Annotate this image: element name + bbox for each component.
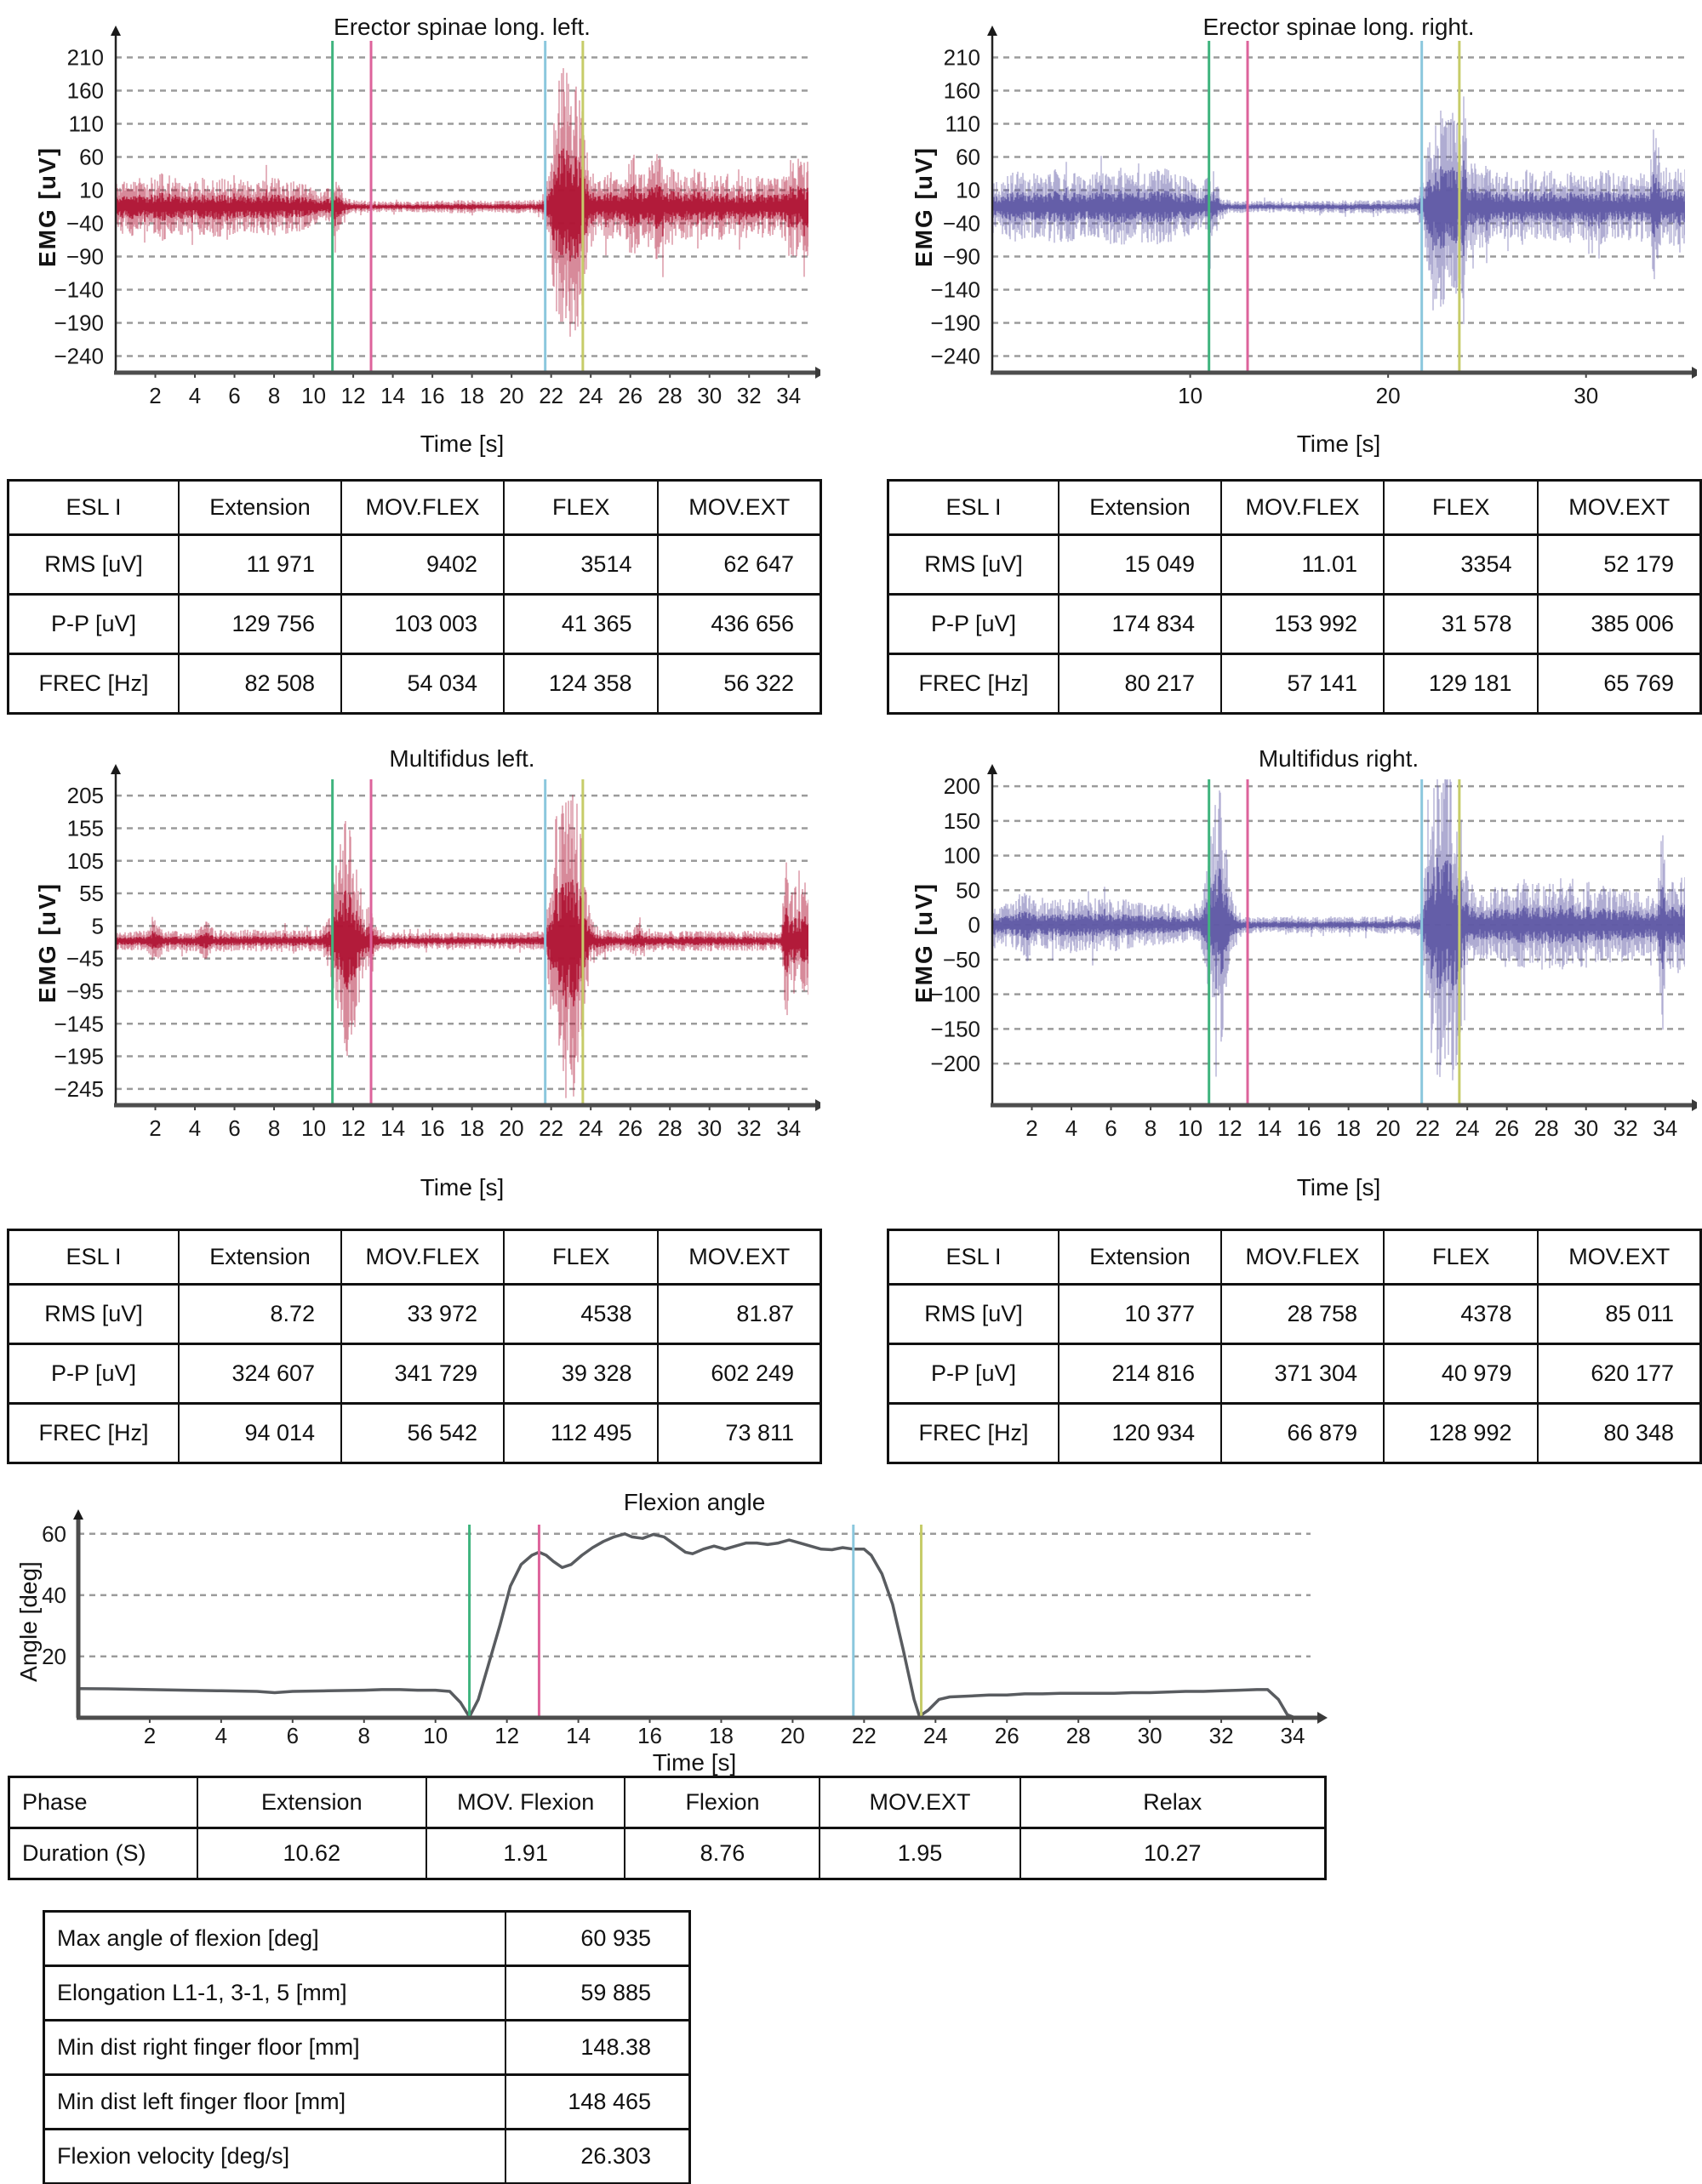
- svg-text:2: 2: [149, 1115, 162, 1141]
- row-label: FREC [Hz]: [888, 1404, 1059, 1463]
- cell: 103 003: [341, 595, 504, 654]
- cell: 129 756: [179, 595, 341, 654]
- svg-text:4: 4: [214, 1723, 228, 1748]
- svg-text:24: 24: [578, 1115, 603, 1141]
- header-cell: MOV.FLEX: [341, 1230, 504, 1285]
- table-row: [9, 1344, 821, 1404]
- cell: 8.72: [179, 1285, 341, 1344]
- svg-text:26: 26: [1494, 1115, 1520, 1141]
- svg-text:10: 10: [956, 177, 980, 203]
- table-row: [9, 595, 821, 654]
- svg-text:−240: −240: [54, 343, 104, 369]
- svg-text:10: 10: [1178, 383, 1203, 408]
- svg-text:32: 32: [1613, 1115, 1638, 1141]
- svg-text:110: 110: [68, 111, 104, 137]
- cell: 148.38: [505, 2021, 689, 2075]
- svg-text:32: 32: [736, 1115, 762, 1141]
- header-cell: MOV.FLEX: [1221, 1230, 1384, 1285]
- cell: 56 322: [658, 654, 820, 714]
- row-label: RMS [uV]: [888, 535, 1059, 595]
- svg-text:60: 60: [42, 1520, 66, 1547]
- svg-text:−190: −190: [930, 310, 980, 336]
- table-row: [44, 2021, 690, 2075]
- header-cell: FLEX: [1384, 481, 1538, 535]
- row-label: Elongation L1-1, 3-1, 5 [mm]: [44, 1966, 506, 2021]
- x-axis-label: Time [s]: [1296, 431, 1381, 457]
- svg-text:−40: −40: [942, 210, 980, 237]
- svg-text:20: 20: [780, 1723, 805, 1748]
- cell: 39 328: [504, 1344, 658, 1404]
- table-row: [9, 1404, 821, 1463]
- y-axis-label: EMG [uV]: [34, 882, 60, 1003]
- svg-text:2: 2: [1025, 1115, 1038, 1141]
- svg-text:30: 30: [1573, 1115, 1599, 1141]
- svg-text:200: 200: [943, 773, 980, 800]
- row-label: P-P [uV]: [9, 595, 180, 654]
- cell: 324 607: [179, 1344, 341, 1404]
- row-label: FREC [Hz]: [9, 1404, 180, 1463]
- chart-title: Multifidus left.: [389, 745, 535, 772]
- svg-text:24: 24: [578, 383, 603, 408]
- svg-text:16: 16: [637, 1723, 662, 1748]
- cell: 73 811: [658, 1404, 820, 1463]
- cell: 56 542: [341, 1404, 504, 1463]
- svg-text:−140: −140: [54, 277, 104, 303]
- svg-text:20: 20: [499, 383, 524, 408]
- svg-text:−90: −90: [66, 243, 104, 270]
- chart-panel-erector-spinae-left: [20, 5, 820, 471]
- table-phase-duration: [8, 1776, 1327, 1880]
- chart-panel-multifidus-left: [20, 732, 820, 1220]
- svg-text:22: 22: [539, 1115, 564, 1141]
- svg-text:24: 24: [922, 1723, 948, 1748]
- svg-text:60: 60: [79, 144, 104, 170]
- svg-text:150: 150: [943, 807, 980, 834]
- cell: 1.91: [426, 1828, 625, 1879]
- table-header-row: [9, 1777, 1326, 1828]
- row-label: RMS [uV]: [888, 1285, 1059, 1344]
- cell: 124 358: [504, 654, 658, 714]
- header-cell: MOV.EXT: [658, 481, 820, 535]
- table-row: [888, 595, 1701, 654]
- cell: 31 578: [1384, 595, 1538, 654]
- cell: 94 014: [179, 1404, 341, 1463]
- cell: 54 034: [341, 654, 504, 714]
- table-esl-left: [7, 479, 822, 715]
- cell: 15 049: [1059, 535, 1221, 595]
- svg-text:16: 16: [420, 1115, 445, 1141]
- svg-text:6: 6: [286, 1723, 300, 1748]
- cell: 10.27: [1020, 1828, 1326, 1879]
- svg-text:20: 20: [1375, 383, 1401, 408]
- cell: 80 348: [1538, 1404, 1700, 1463]
- cell: 620 177: [1538, 1344, 1700, 1404]
- chart-panel-erector-spinae-right: [897, 5, 1697, 471]
- svg-text:28: 28: [1534, 1115, 1559, 1141]
- cell: 82 508: [179, 654, 341, 714]
- header-cell: MOV.FLEX: [341, 481, 504, 535]
- chart-title: Flexion angle: [623, 1489, 766, 1515]
- header-cell: Extension: [179, 481, 341, 535]
- emg-plot-erector-spinae-right: [897, 5, 1697, 471]
- cell: 80 217: [1059, 654, 1221, 714]
- table-row: [9, 1285, 821, 1344]
- svg-text:8: 8: [267, 1115, 281, 1141]
- svg-text:55: 55: [79, 881, 104, 907]
- table-row: [888, 1285, 1701, 1344]
- svg-text:−145: −145: [54, 1011, 104, 1037]
- svg-text:8: 8: [357, 1723, 371, 1748]
- header-cell: FLEX: [504, 481, 658, 535]
- table-row: [44, 2075, 690, 2130]
- emg-plot-multifidus-right: [897, 732, 1697, 1220]
- svg-text:−50: −50: [942, 946, 980, 972]
- cell: 85 011: [1538, 1285, 1700, 1344]
- svg-text:32: 32: [736, 383, 762, 408]
- svg-text:20: 20: [1375, 1115, 1401, 1141]
- cell: 9402: [341, 535, 504, 595]
- svg-text:4: 4: [188, 383, 202, 408]
- svg-text:24: 24: [1454, 1115, 1480, 1141]
- cell: 148 465: [505, 2075, 689, 2130]
- svg-text:12: 12: [494, 1723, 520, 1748]
- header-cell: Extension: [1059, 1230, 1221, 1285]
- cell: 128 992: [1384, 1404, 1538, 1463]
- svg-text:−200: −200: [930, 1051, 980, 1077]
- svg-text:100: 100: [943, 842, 980, 869]
- table-row: [888, 535, 1701, 595]
- svg-text:10: 10: [301, 383, 327, 408]
- cell: 174 834: [1059, 595, 1221, 654]
- chart-panel-flexion-angle: [10, 1489, 1328, 1778]
- svg-text:60: 60: [956, 144, 980, 170]
- cell: 385 006: [1538, 595, 1700, 654]
- y-axis-label: EMG [uV]: [34, 146, 60, 267]
- table-row: [9, 654, 821, 714]
- row-label: Max angle of flexion [deg]: [44, 1912, 506, 1966]
- svg-text:160: 160: [943, 77, 980, 104]
- cell: 1.95: [820, 1828, 1019, 1879]
- svg-text:8: 8: [267, 383, 281, 408]
- cell: 3514: [504, 535, 658, 595]
- row-label: RMS [uV]: [9, 1285, 180, 1344]
- cell: 62 647: [658, 535, 820, 595]
- header-cell: MOV.EXT: [820, 1777, 1019, 1828]
- header-cell: Extension: [1059, 481, 1221, 535]
- x-axis-label: Time [s]: [1296, 1174, 1381, 1200]
- cell: 33 972: [341, 1285, 504, 1344]
- svg-text:10: 10: [1178, 1115, 1203, 1141]
- svg-text:−95: −95: [66, 978, 104, 1004]
- chart-title: Multifidus right.: [1258, 745, 1419, 772]
- header-cell: Extension: [179, 1230, 341, 1285]
- table-header-row: [9, 481, 821, 535]
- cell: 214 816: [1059, 1344, 1221, 1404]
- table-row: [888, 1344, 1701, 1404]
- svg-text:8: 8: [1144, 1115, 1157, 1141]
- svg-text:16: 16: [420, 383, 445, 408]
- header-cell: Phase: [9, 1777, 197, 1828]
- cell: 57 141: [1221, 654, 1384, 714]
- table-row: [9, 535, 821, 595]
- cell: 4378: [1384, 1285, 1538, 1344]
- row-label: P-P [uV]: [9, 1344, 180, 1404]
- cell: 59 885: [505, 1966, 689, 2021]
- svg-text:30: 30: [697, 1115, 722, 1141]
- cell: 4538: [504, 1285, 658, 1344]
- svg-text:−100: −100: [930, 981, 980, 1007]
- row-label: FREC [Hz]: [9, 654, 180, 714]
- svg-text:20: 20: [499, 1115, 524, 1141]
- cell: 436 656: [658, 595, 820, 654]
- table-row: [9, 1828, 1326, 1879]
- emg-plot-erector-spinae-left: [20, 5, 820, 471]
- svg-text:28: 28: [1065, 1723, 1091, 1748]
- y-axis-label: Angle [deg]: [15, 1561, 42, 1682]
- chart-title: Erector spinae long. left.: [334, 14, 591, 40]
- table-multifidus-left: [7, 1229, 822, 1464]
- cell: 28 758: [1221, 1285, 1384, 1344]
- svg-text:−150: −150: [930, 1016, 980, 1042]
- chart-panel-multifidus-right: [897, 732, 1697, 1220]
- cell: 11.01: [1221, 535, 1384, 595]
- svg-text:−40: −40: [66, 210, 104, 237]
- svg-text:30: 30: [697, 383, 722, 408]
- row-label: Duration (S): [9, 1828, 197, 1879]
- svg-text:12: 12: [1217, 1115, 1242, 1141]
- table-row: [44, 2130, 690, 2184]
- svg-text:6: 6: [1105, 1115, 1117, 1141]
- cell: 341 729: [341, 1344, 504, 1404]
- cell: 371 304: [1221, 1344, 1384, 1404]
- header-cell: Flexion: [625, 1777, 820, 1828]
- table-row: [44, 1966, 690, 2021]
- svg-text:18: 18: [709, 1723, 734, 1748]
- svg-text:105: 105: [66, 847, 104, 874]
- table-esl-right: [887, 479, 1702, 715]
- cell: 153 992: [1221, 595, 1384, 654]
- header-cell: MOV.FLEX: [1221, 481, 1384, 535]
- svg-text:18: 18: [1336, 1115, 1362, 1141]
- svg-text:26: 26: [994, 1723, 1019, 1748]
- cell: 129 181: [1384, 654, 1538, 714]
- svg-text:14: 14: [566, 1723, 591, 1748]
- header-cell: MOV.EXT: [658, 1230, 820, 1285]
- svg-text:6: 6: [228, 383, 241, 408]
- y-axis-label: EMG [uV]: [911, 882, 937, 1003]
- x-axis-label: Time [s]: [420, 1174, 505, 1200]
- emg-plot-multifidus-left: [20, 732, 820, 1220]
- header-cell: ESL I: [888, 481, 1059, 535]
- header-cell: MOV.EXT: [1538, 1230, 1700, 1285]
- svg-text:6: 6: [228, 1115, 241, 1141]
- svg-text:30: 30: [1573, 383, 1599, 408]
- row-label: Min dist left finger floor [mm]: [44, 2075, 506, 2130]
- svg-text:18: 18: [460, 383, 485, 408]
- svg-text:22: 22: [1415, 1115, 1441, 1141]
- x-axis-label: Time [s]: [420, 431, 505, 457]
- row-label: Flexion velocity [deg/s]: [44, 2130, 506, 2184]
- svg-text:−190: −190: [54, 310, 104, 336]
- header-cell: FLEX: [504, 1230, 658, 1285]
- svg-text:160: 160: [66, 77, 104, 104]
- svg-text:18: 18: [460, 1115, 485, 1141]
- cell: 3354: [1384, 535, 1538, 595]
- svg-text:110: 110: [945, 111, 980, 137]
- cell: 10 377: [1059, 1285, 1221, 1344]
- svg-text:50: 50: [956, 877, 980, 904]
- x-axis-label: Time [s]: [652, 1749, 737, 1776]
- svg-text:2: 2: [149, 383, 162, 408]
- svg-text:26: 26: [618, 383, 643, 408]
- svg-text:210: 210: [943, 44, 980, 71]
- svg-text:155: 155: [66, 815, 104, 841]
- svg-text:28: 28: [657, 383, 683, 408]
- y-axis-label: EMG [uV]: [911, 146, 937, 267]
- table-row: [888, 654, 1701, 714]
- table-multifidus-right: [887, 1229, 1702, 1464]
- svg-text:22: 22: [851, 1723, 877, 1748]
- row-label: P-P [uV]: [888, 595, 1059, 654]
- svg-text:10: 10: [423, 1723, 448, 1748]
- header-cell: FLEX: [1384, 1230, 1538, 1285]
- svg-text:40: 40: [42, 1582, 66, 1608]
- table-header-row: [888, 1230, 1701, 1285]
- cell: 10.62: [197, 1828, 426, 1879]
- svg-text:14: 14: [380, 1115, 406, 1141]
- cell: 120 934: [1059, 1404, 1221, 1463]
- svg-text:34: 34: [1280, 1723, 1305, 1748]
- header-cell: MOV. Flexion: [426, 1777, 625, 1828]
- header-cell: ESL I: [9, 1230, 180, 1285]
- svg-text:−90: −90: [942, 243, 980, 270]
- svg-text:26: 26: [618, 1115, 643, 1141]
- svg-text:34: 34: [776, 1115, 802, 1141]
- svg-text:5: 5: [91, 913, 104, 939]
- svg-text:14: 14: [380, 383, 406, 408]
- table-header-row: [9, 1230, 821, 1285]
- cell: 81.87: [658, 1285, 820, 1344]
- cell: 112 495: [504, 1404, 658, 1463]
- svg-text:20: 20: [42, 1643, 66, 1669]
- svg-text:12: 12: [340, 383, 366, 408]
- row-label: P-P [uV]: [888, 1344, 1059, 1404]
- svg-text:4: 4: [1065, 1115, 1078, 1141]
- chart-title: Erector spinae long. right.: [1202, 14, 1475, 40]
- svg-text:0: 0: [968, 912, 980, 938]
- cell: 41 365: [504, 595, 658, 654]
- row-label: RMS [uV]: [9, 535, 180, 595]
- svg-text:−245: −245: [54, 1075, 104, 1102]
- cell: 602 249: [658, 1344, 820, 1404]
- svg-text:34: 34: [1653, 1115, 1678, 1141]
- header-cell: ESL I: [888, 1230, 1059, 1285]
- table-kinematic-measures: [43, 1910, 691, 2184]
- svg-text:2: 2: [143, 1723, 157, 1748]
- svg-text:−240: −240: [930, 343, 980, 369]
- cell: 66 879: [1221, 1404, 1384, 1463]
- svg-text:14: 14: [1257, 1115, 1282, 1141]
- svg-text:12: 12: [340, 1115, 366, 1141]
- svg-text:34: 34: [776, 383, 802, 408]
- svg-text:4: 4: [188, 1115, 202, 1141]
- cell: 8.76: [625, 1828, 820, 1879]
- table-row: [44, 1912, 690, 1966]
- table-row: [888, 1404, 1701, 1463]
- cell: 40 979: [1384, 1344, 1538, 1404]
- svg-text:10: 10: [301, 1115, 327, 1141]
- cell: 52 179: [1538, 535, 1700, 595]
- table-header-row: [888, 481, 1701, 535]
- angle-plot-flexion: [10, 1489, 1328, 1778]
- cell: 65 769: [1538, 654, 1700, 714]
- row-label: FREC [Hz]: [888, 654, 1059, 714]
- header-cell: Extension: [197, 1777, 426, 1828]
- svg-text:16: 16: [1296, 1115, 1322, 1141]
- cell: 26.303: [505, 2130, 689, 2184]
- svg-text:−195: −195: [54, 1043, 104, 1069]
- svg-text:10: 10: [79, 177, 104, 203]
- header-cell: ESL I: [9, 481, 180, 535]
- svg-text:22: 22: [539, 383, 564, 408]
- row-label: Min dist right finger floor [mm]: [44, 2021, 506, 2075]
- svg-text:32: 32: [1208, 1723, 1234, 1748]
- svg-text:−45: −45: [66, 945, 104, 972]
- header-cell: MOV.EXT: [1538, 481, 1700, 535]
- svg-text:28: 28: [657, 1115, 683, 1141]
- header-cell: Relax: [1020, 1777, 1326, 1828]
- svg-text:210: 210: [66, 44, 104, 71]
- svg-text:30: 30: [1137, 1723, 1162, 1748]
- cell: 11 971: [179, 535, 341, 595]
- svg-text:−140: −140: [930, 277, 980, 303]
- cell: 60 935: [505, 1912, 689, 1966]
- svg-text:205: 205: [66, 783, 104, 809]
